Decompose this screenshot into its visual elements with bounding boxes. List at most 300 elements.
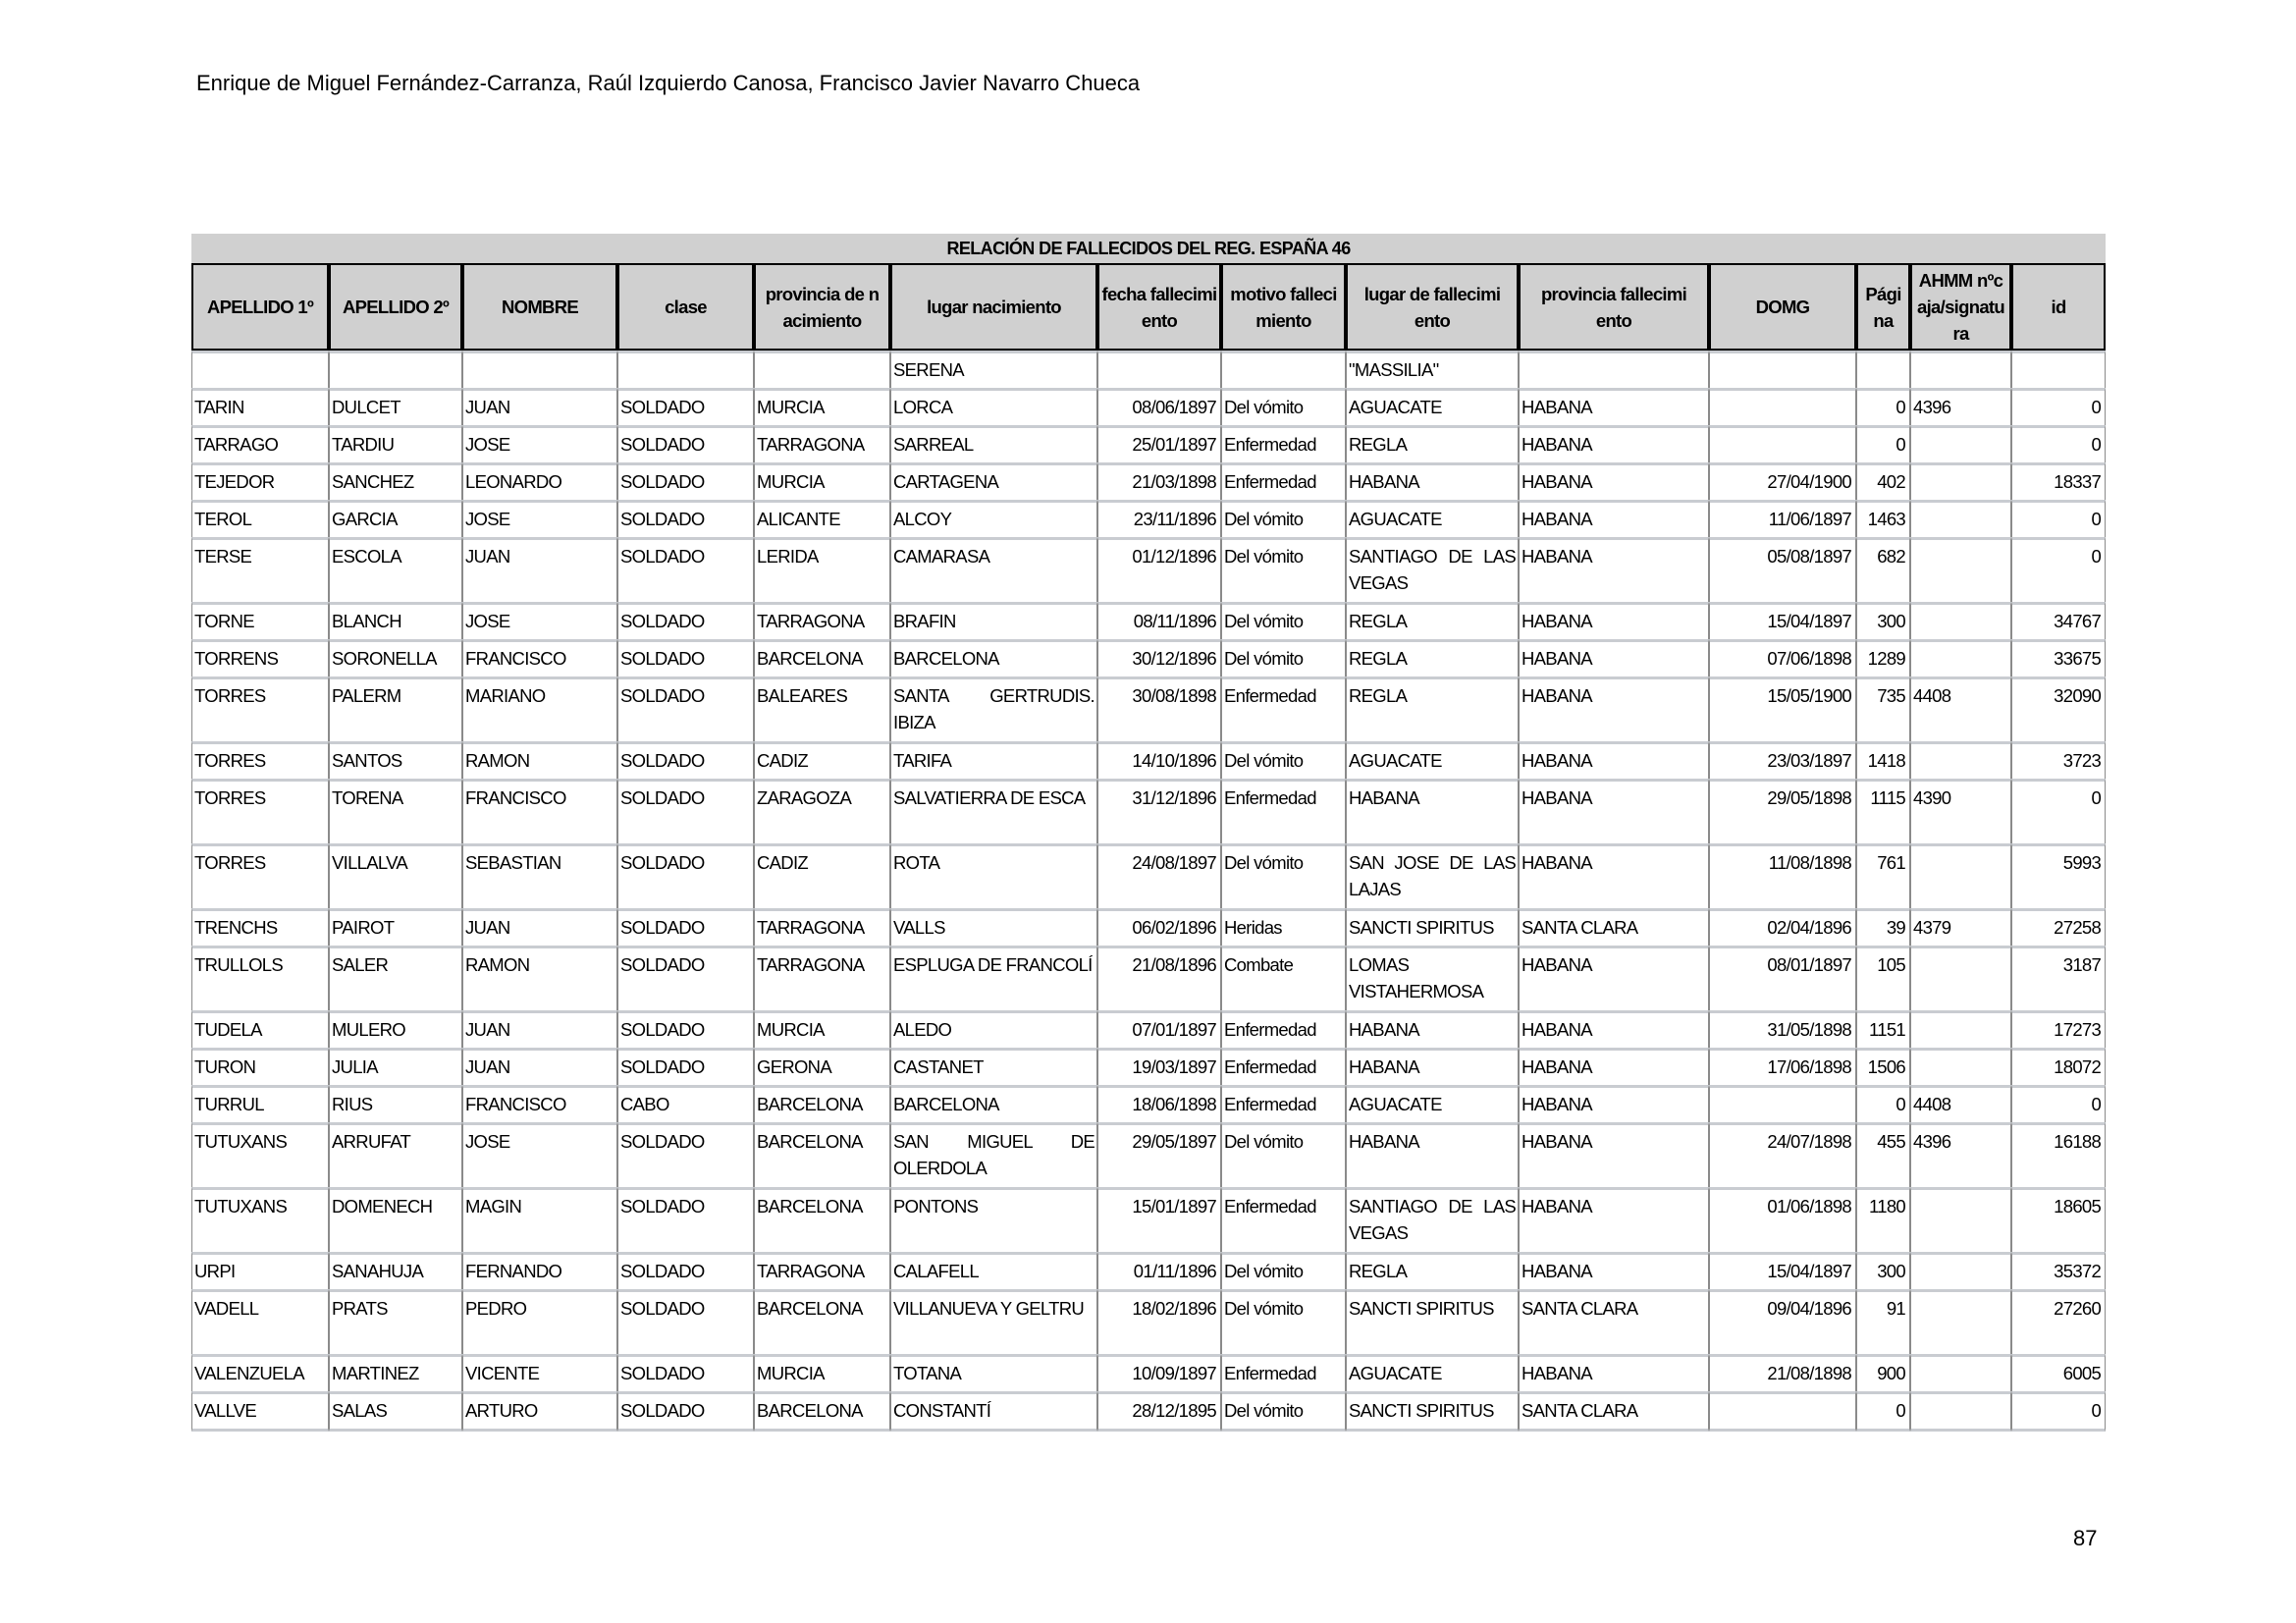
cell-id: 0 bbox=[2011, 425, 2106, 462]
cell-id: 0 bbox=[2011, 500, 2106, 537]
cell-domg bbox=[1709, 351, 1856, 388]
table-title: RELACIÓN DE FALLECIDOS DEL REG. ESPAÑA 46 bbox=[191, 234, 2106, 265]
cell-fecha-fallecimiento: 08/11/1896 bbox=[1097, 602, 1221, 639]
cell-motivo-fallecimiento: Enfermedad bbox=[1221, 1085, 1346, 1122]
cell-pagina: 1180 bbox=[1856, 1187, 1910, 1252]
cell-lugar-fallecimiento: AGUACATE bbox=[1346, 1085, 1519, 1122]
cell-provincia-nacimiento: TARRAGONA bbox=[754, 908, 890, 946]
cell-apellido-1: TUTUXANS bbox=[191, 1122, 329, 1187]
cell-provincia-fallecimiento: HABANA bbox=[1519, 843, 1709, 908]
cell-apellido-2: TORENA bbox=[329, 779, 462, 843]
cell-lugar-nacimiento: TARIFA bbox=[890, 741, 1097, 779]
cell-apellido-1: TURON bbox=[191, 1048, 329, 1085]
column-header-lugar-nacimiento bbox=[890, 265, 1097, 351]
column-header-label: Página bbox=[1865, 283, 1901, 331]
cell-lugar-fallecimiento: HABANA bbox=[1346, 779, 1519, 843]
cell-apellido-2: SORONELLA bbox=[329, 639, 462, 676]
cell-provincia-nacimiento: BARCELONA bbox=[754, 1289, 890, 1354]
cell-apellido-1: VALLVE bbox=[191, 1391, 329, 1432]
cell-domg: 09/04/1896 bbox=[1709, 1289, 1856, 1354]
cell-fecha-fallecimiento: 25/01/1897 bbox=[1097, 425, 1221, 462]
cell-nombre: JUAN bbox=[462, 537, 617, 602]
column-header-label: AHMM nºcaja/signatura bbox=[1917, 270, 2004, 344]
cell-apellido-2: SALAS bbox=[329, 1391, 462, 1432]
cell-ahmm-signatura bbox=[1910, 537, 2011, 602]
cell-fecha-fallecimiento: 01/12/1896 bbox=[1097, 537, 1221, 602]
table-row bbox=[191, 1048, 2106, 1085]
cell-lugar-nacimiento: ALEDO bbox=[890, 1010, 1097, 1048]
cell-fecha-fallecimiento: 30/08/1898 bbox=[1097, 676, 1221, 741]
cell-apellido-2: MULERO bbox=[329, 1010, 462, 1048]
cell-pagina: 0 bbox=[1856, 1085, 1910, 1122]
cell-provincia-nacimiento: TARRAGONA bbox=[754, 1252, 890, 1289]
cell-lugar-nacimiento: CONSTANTÍ bbox=[890, 1391, 1097, 1432]
cell-apellido-1: TORRENS bbox=[191, 639, 329, 676]
cell-provincia-fallecimiento: SANTA CLARA bbox=[1519, 1289, 1709, 1354]
cell-id: 0 bbox=[2011, 779, 2106, 843]
cell-clase: SOLDADO bbox=[617, 462, 754, 500]
cell-apellido-1: VADELL bbox=[191, 1289, 329, 1354]
cell-domg: 27/04/1900 bbox=[1709, 462, 1856, 500]
cell-provincia-nacimiento: CADIZ bbox=[754, 741, 890, 779]
table-row bbox=[191, 676, 2106, 741]
column-header-ahmm-signatura bbox=[1910, 265, 2011, 351]
cell-provincia-fallecimiento: HABANA bbox=[1519, 639, 1709, 676]
column-header-apellido-2 bbox=[329, 265, 462, 351]
cell-apellido-2 bbox=[329, 351, 462, 388]
cell-motivo-fallecimiento: Del vómito bbox=[1221, 1252, 1346, 1289]
cell-provincia-fallecimiento: HABANA bbox=[1519, 462, 1709, 500]
cell-lugar-fallecimiento: AGUACATE bbox=[1346, 1354, 1519, 1391]
cell-ahmm-signatura bbox=[1910, 462, 2011, 500]
cell-provincia-fallecimiento: HABANA bbox=[1519, 741, 1709, 779]
cell-provincia-fallecimiento: HABANA bbox=[1519, 676, 1709, 741]
cell-clase: SOLDADO bbox=[617, 843, 754, 908]
column-header-fecha-fallecimiento bbox=[1097, 265, 1221, 351]
cell-provincia-fallecimiento: HABANA bbox=[1519, 388, 1709, 425]
cell-id: 0 bbox=[2011, 388, 2106, 425]
cell-id: 34767 bbox=[2011, 602, 2106, 639]
cell-provincia-nacimiento: BARCELONA bbox=[754, 1391, 890, 1432]
cell-provincia-nacimiento bbox=[754, 351, 890, 388]
cell-provincia-fallecimiento: HABANA bbox=[1519, 537, 1709, 602]
cell-lugar-fallecimiento: REGLA bbox=[1346, 639, 1519, 676]
cell-pagina: 0 bbox=[1856, 388, 1910, 425]
cell-nombre: JOSE bbox=[462, 602, 617, 639]
cell-pagina: 300 bbox=[1856, 1252, 1910, 1289]
cell-clase: SOLDADO bbox=[617, 1391, 754, 1432]
cell-pagina: 0 bbox=[1856, 1391, 1910, 1432]
table-row bbox=[191, 1391, 2106, 1432]
cell-motivo-fallecimiento: Combate bbox=[1221, 946, 1346, 1010]
cell-ahmm-signatura bbox=[1910, 500, 2011, 537]
cell-apellido-2: VILLALVA bbox=[329, 843, 462, 908]
cell-clase: SOLDADO bbox=[617, 1122, 754, 1187]
cell-apellido-2: JULIA bbox=[329, 1048, 462, 1085]
cell-id: 3723 bbox=[2011, 741, 2106, 779]
cell-nombre: FRANCISCO bbox=[462, 639, 617, 676]
cell-lugar-nacimiento: ROTA bbox=[890, 843, 1097, 908]
cell-domg: 11/08/1898 bbox=[1709, 843, 1856, 908]
cell-provincia-nacimiento: TARRAGONA bbox=[754, 425, 890, 462]
cell-provincia-nacimiento: BARCELONA bbox=[754, 1085, 890, 1122]
cell-lugar-fallecimiento: AGUACATE bbox=[1346, 741, 1519, 779]
cell-fecha-fallecimiento: 29/05/1897 bbox=[1097, 1122, 1221, 1187]
cell-ahmm-signatura: 4390 bbox=[1910, 779, 2011, 843]
cell-domg: 11/06/1897 bbox=[1709, 500, 1856, 537]
cell-lugar-nacimiento: VILLANUEVA Y GELTRU bbox=[890, 1289, 1097, 1354]
table-row bbox=[191, 1122, 2106, 1187]
cell-clase: SOLDADO bbox=[617, 1187, 754, 1252]
cell-apellido-2: RIUS bbox=[329, 1085, 462, 1122]
cell-fecha-fallecimiento: 07/01/1897 bbox=[1097, 1010, 1221, 1048]
cell-provincia-fallecimiento: SANTA CLARA bbox=[1519, 908, 1709, 946]
cell-clase: SOLDADO bbox=[617, 500, 754, 537]
cell-lugar-fallecimiento: HABANA bbox=[1346, 1122, 1519, 1187]
cell-id: 32090 bbox=[2011, 676, 2106, 741]
table-row bbox=[191, 602, 2106, 639]
cell-pagina: 300 bbox=[1856, 602, 1910, 639]
cell-apellido-1: TORRES bbox=[191, 741, 329, 779]
cell-lugar-fallecimiento: SANCTI SPIRITUS bbox=[1346, 908, 1519, 946]
cell-lugar-nacimiento: SARREAL bbox=[890, 425, 1097, 462]
cell-lugar-fallecimiento: AGUACATE bbox=[1346, 500, 1519, 537]
cell-provincia-fallecimiento: HABANA bbox=[1519, 1010, 1709, 1048]
table-row bbox=[191, 351, 2106, 388]
cell-provincia-nacimiento: GERONA bbox=[754, 1048, 890, 1085]
column-header-pagina bbox=[1856, 265, 1910, 351]
cell-id: 6005 bbox=[2011, 1354, 2106, 1391]
cell-lugar-fallecimiento: HABANA bbox=[1346, 462, 1519, 500]
cell-lugar-nacimiento: TOTANA bbox=[890, 1354, 1097, 1391]
cell-id: 3187 bbox=[2011, 946, 2106, 1010]
cell-nombre: MAGIN bbox=[462, 1187, 617, 1252]
cell-provincia-nacimiento: ZARAGOZA bbox=[754, 779, 890, 843]
cell-clase: SOLDADO bbox=[617, 676, 754, 741]
deaths-table bbox=[191, 234, 2106, 1432]
cell-provincia-nacimiento: ALICANTE bbox=[754, 500, 890, 537]
cell-pagina: 682 bbox=[1856, 537, 1910, 602]
cell-motivo-fallecimiento bbox=[1221, 351, 1346, 388]
cell-ahmm-signatura bbox=[1910, 741, 2011, 779]
cell-fecha-fallecimiento: 19/03/1897 bbox=[1097, 1048, 1221, 1085]
cell-apellido-2: SANTOS bbox=[329, 741, 462, 779]
cell-fecha-fallecimiento: 08/06/1897 bbox=[1097, 388, 1221, 425]
cell-domg: 31/05/1898 bbox=[1709, 1010, 1856, 1048]
cell-motivo-fallecimiento: Heridas bbox=[1221, 908, 1346, 946]
cell-id bbox=[2011, 351, 2106, 388]
cell-id: 18337 bbox=[2011, 462, 2106, 500]
table-row bbox=[191, 639, 2106, 676]
cell-apellido-2: DOMENECH bbox=[329, 1187, 462, 1252]
cell-fecha-fallecimiento: 15/01/1897 bbox=[1097, 1187, 1221, 1252]
cell-apellido-2: PAIROT bbox=[329, 908, 462, 946]
cell-provincia-nacimiento: BALEARES bbox=[754, 676, 890, 741]
cell-motivo-fallecimiento: Del vómito bbox=[1221, 500, 1346, 537]
column-header-label: fecha fallecimiento bbox=[1101, 283, 1217, 331]
cell-domg: 24/07/1898 bbox=[1709, 1122, 1856, 1187]
cell-nombre: ARTURO bbox=[462, 1391, 617, 1432]
table-row bbox=[191, 388, 2106, 425]
cell-apellido-1: TORRES bbox=[191, 779, 329, 843]
cell-provincia-fallecimiento: HABANA bbox=[1519, 1252, 1709, 1289]
cell-fecha-fallecimiento: 31/12/1896 bbox=[1097, 779, 1221, 843]
cell-id: 17273 bbox=[2011, 1010, 2106, 1048]
cell-provincia-nacimiento: MURCIA bbox=[754, 388, 890, 425]
cell-apellido-2: ARRUFAT bbox=[329, 1122, 462, 1187]
column-header-label: lugar de fallecimiento bbox=[1363, 283, 1501, 331]
cell-apellido-1: TEROL bbox=[191, 500, 329, 537]
cell-provincia-nacimiento: LERIDA bbox=[754, 537, 890, 602]
cell-apellido-1 bbox=[191, 351, 329, 388]
cell-ahmm-signatura bbox=[1910, 1010, 2011, 1048]
cell-domg: 15/04/1897 bbox=[1709, 602, 1856, 639]
cell-clase: SOLDADO bbox=[617, 537, 754, 602]
cell-fecha-fallecimiento: 28/12/1895 bbox=[1097, 1391, 1221, 1432]
cell-domg: 02/04/1896 bbox=[1709, 908, 1856, 946]
cell-id: 0 bbox=[2011, 537, 2106, 602]
cell-ahmm-signatura: 4379 bbox=[1910, 908, 2011, 946]
cell-domg: 15/05/1900 bbox=[1709, 676, 1856, 741]
cell-provincia-fallecimiento: HABANA bbox=[1519, 500, 1709, 537]
cell-pagina: 900 bbox=[1856, 1354, 1910, 1391]
cell-provincia-fallecimiento: SANTA CLARA bbox=[1519, 1391, 1709, 1432]
cell-id: 18072 bbox=[2011, 1048, 2106, 1085]
cell-lugar-fallecimiento: SANTIAGO DE LAS VEGAS bbox=[1346, 1187, 1519, 1252]
table-row bbox=[191, 462, 2106, 500]
cell-clase: SOLDADO bbox=[617, 388, 754, 425]
cell-apellido-1: TEJEDOR bbox=[191, 462, 329, 500]
cell-ahmm-signatura bbox=[1910, 602, 2011, 639]
cell-apellido-2: MARTINEZ bbox=[329, 1354, 462, 1391]
column-header-label: lugar nacimiento bbox=[927, 297, 1061, 317]
cell-lugar-fallecimiento: HABANA bbox=[1346, 1010, 1519, 1048]
cell-pagina bbox=[1856, 351, 1910, 388]
cell-clase: SOLDADO bbox=[617, 908, 754, 946]
cell-clase bbox=[617, 351, 754, 388]
cell-apellido-1: URPI bbox=[191, 1252, 329, 1289]
cell-motivo-fallecimiento: Enfermedad bbox=[1221, 425, 1346, 462]
cell-apellido-2: BLANCH bbox=[329, 602, 462, 639]
cell-provincia-fallecimiento bbox=[1519, 351, 1709, 388]
cell-nombre: JUAN bbox=[462, 1048, 617, 1085]
cell-motivo-fallecimiento: Del vómito bbox=[1221, 843, 1346, 908]
table-row bbox=[191, 1252, 2106, 1289]
cell-lugar-fallecimiento: SANCTI SPIRITUS bbox=[1346, 1289, 1519, 1354]
cell-apellido-1: TUDELA bbox=[191, 1010, 329, 1048]
cell-ahmm-signatura bbox=[1910, 1289, 2011, 1354]
cell-nombre: RAMON bbox=[462, 946, 617, 1010]
cell-nombre: LEONARDO bbox=[462, 462, 617, 500]
cell-provincia-fallecimiento: HABANA bbox=[1519, 779, 1709, 843]
cell-motivo-fallecimiento: Enfermedad bbox=[1221, 1048, 1346, 1085]
cell-apellido-2: SANCHEZ bbox=[329, 462, 462, 500]
cell-domg: 07/06/1898 bbox=[1709, 639, 1856, 676]
column-header-label: provincia de nacimiento bbox=[765, 283, 880, 331]
column-header-motivo-fallecimiento bbox=[1221, 265, 1346, 351]
cell-pagina: 455 bbox=[1856, 1122, 1910, 1187]
cell-fecha-fallecimiento bbox=[1097, 351, 1221, 388]
cell-nombre: VICENTE bbox=[462, 1354, 617, 1391]
cell-ahmm-signatura bbox=[1910, 1187, 2011, 1252]
cell-clase: SOLDADO bbox=[617, 1289, 754, 1354]
cell-id: 0 bbox=[2011, 1391, 2106, 1432]
cell-pagina: 1463 bbox=[1856, 500, 1910, 537]
cell-fecha-fallecimiento: 24/08/1897 bbox=[1097, 843, 1221, 908]
cell-nombre: JUAN bbox=[462, 388, 617, 425]
column-header-clase bbox=[617, 265, 754, 351]
cell-nombre: JUAN bbox=[462, 1010, 617, 1048]
cell-provincia-fallecimiento: HABANA bbox=[1519, 1354, 1709, 1391]
cell-lugar-nacimiento: PONTONS bbox=[890, 1187, 1097, 1252]
cell-clase: SOLDADO bbox=[617, 779, 754, 843]
cell-lugar-fallecimiento: SANTIAGO DE LAS VEGAS bbox=[1346, 537, 1519, 602]
cell-apellido-1: TORNE bbox=[191, 602, 329, 639]
cell-id: 35372 bbox=[2011, 1252, 2106, 1289]
table-row bbox=[191, 946, 2106, 1010]
cell-lugar-nacimiento: CAMARASA bbox=[890, 537, 1097, 602]
cell-ahmm-signatura bbox=[1910, 843, 2011, 908]
cell-clase: SOLDADO bbox=[617, 1048, 754, 1085]
cell-id: 33675 bbox=[2011, 639, 2106, 676]
cell-apellido-2: DULCET bbox=[329, 388, 462, 425]
cell-ahmm-signatura: 4396 bbox=[1910, 1122, 2011, 1187]
table-row bbox=[191, 779, 2106, 843]
column-header-label: APELLIDO 1º bbox=[206, 297, 313, 317]
cell-motivo-fallecimiento: Enfermedad bbox=[1221, 1187, 1346, 1252]
column-header-id bbox=[2011, 265, 2106, 351]
cell-provincia-fallecimiento: HABANA bbox=[1519, 425, 1709, 462]
cell-lugar-nacimiento: BARCELONA bbox=[890, 1085, 1097, 1122]
cell-fecha-fallecimiento: 21/08/1896 bbox=[1097, 946, 1221, 1010]
cell-id: 16188 bbox=[2011, 1122, 2106, 1187]
cell-lugar-fallecimiento: REGLA bbox=[1346, 425, 1519, 462]
cell-id: 0 bbox=[2011, 1085, 2106, 1122]
cell-lugar-fallecimiento: REGLA bbox=[1346, 1252, 1519, 1289]
column-header-label: id bbox=[2051, 297, 2066, 317]
cell-apellido-1: TRENCHS bbox=[191, 908, 329, 946]
cell-domg bbox=[1709, 425, 1856, 462]
cell-lugar-nacimiento: SALVATIERRA DE ESCA bbox=[890, 779, 1097, 843]
column-header-label: NOMBRE bbox=[501, 297, 579, 317]
cell-nombre: JUAN bbox=[462, 908, 617, 946]
cell-provincia-fallecimiento: HABANA bbox=[1519, 1048, 1709, 1085]
cell-domg bbox=[1709, 1391, 1856, 1432]
column-header-label: provincia fallecimiento bbox=[1540, 283, 1687, 331]
cell-provincia-fallecimiento: HABANA bbox=[1519, 602, 1709, 639]
cell-lugar-fallecimiento: SANCTI SPIRITUS bbox=[1346, 1391, 1519, 1432]
cell-lugar-nacimiento: ESPLUGA DE FRANCOLÍ bbox=[890, 946, 1097, 1010]
cell-provincia-fallecimiento: HABANA bbox=[1519, 946, 1709, 1010]
cell-domg: 23/03/1897 bbox=[1709, 741, 1856, 779]
cell-motivo-fallecimiento: Enfermedad bbox=[1221, 462, 1346, 500]
cell-ahmm-signatura: 4396 bbox=[1910, 388, 2011, 425]
cell-clase: SOLDADO bbox=[617, 425, 754, 462]
cell-apellido-2: SANAHUJA bbox=[329, 1252, 462, 1289]
cell-apellido-1: TORRES bbox=[191, 843, 329, 908]
cell-pagina: 735 bbox=[1856, 676, 1910, 741]
cell-nombre: JOSE bbox=[462, 500, 617, 537]
cell-motivo-fallecimiento: Del vómito bbox=[1221, 1391, 1346, 1432]
cell-provincia-fallecimiento: HABANA bbox=[1519, 1085, 1709, 1122]
cell-motivo-fallecimiento: Del vómito bbox=[1221, 1289, 1346, 1354]
cell-pagina: 0 bbox=[1856, 425, 1910, 462]
cell-domg: 17/06/1898 bbox=[1709, 1048, 1856, 1085]
cell-motivo-fallecimiento: Del vómito bbox=[1221, 602, 1346, 639]
cell-ahmm-signatura: 4408 bbox=[1910, 676, 2011, 741]
cell-lugar-nacimiento: CALAFELL bbox=[890, 1252, 1097, 1289]
cell-pagina: 91 bbox=[1856, 1289, 1910, 1354]
table-row bbox=[191, 500, 2106, 537]
deaths-table-container bbox=[191, 234, 2106, 1432]
cell-domg: 21/08/1898 bbox=[1709, 1354, 1856, 1391]
cell-id: 27260 bbox=[2011, 1289, 2106, 1354]
cell-apellido-2: GARCIA bbox=[329, 500, 462, 537]
cell-clase: SOLDADO bbox=[617, 639, 754, 676]
cell-apellido-2: TARDIU bbox=[329, 425, 462, 462]
table-row bbox=[191, 843, 2106, 908]
cell-nombre: MARIANO bbox=[462, 676, 617, 741]
cell-fecha-fallecimiento: 10/09/1897 bbox=[1097, 1354, 1221, 1391]
cell-lugar-nacimiento: SERENA bbox=[890, 351, 1097, 388]
cell-domg: 29/05/1898 bbox=[1709, 779, 1856, 843]
table-row bbox=[191, 1289, 2106, 1354]
cell-pagina: 105 bbox=[1856, 946, 1910, 1010]
cell-nombre: FERNANDO bbox=[462, 1252, 617, 1289]
table-row bbox=[191, 741, 2106, 779]
cell-apellido-1: TRULLOLS bbox=[191, 946, 329, 1010]
column-header-apellido-1 bbox=[191, 265, 329, 351]
cell-lugar-fallecimiento: LOMAS VISTAHERMOSA bbox=[1346, 946, 1519, 1010]
cell-lugar-fallecimiento: AGUACATE bbox=[1346, 388, 1519, 425]
cell-clase: SOLDADO bbox=[617, 741, 754, 779]
cell-lugar-nacimiento: LORCA bbox=[890, 388, 1097, 425]
running-head: Enrique de Miguel Fernández-Carranza, Raúl Izquierdo Canosa, Francisco Javier Navarro Chueca bbox=[196, 71, 1141, 95]
cell-domg bbox=[1709, 388, 1856, 425]
header-row bbox=[191, 265, 2106, 351]
table-row bbox=[191, 1187, 2106, 1252]
cell-fecha-fallecimiento: 06/02/1896 bbox=[1097, 908, 1221, 946]
cell-fecha-fallecimiento: 18/06/1898 bbox=[1097, 1085, 1221, 1122]
cell-nombre bbox=[462, 351, 617, 388]
column-header-provincia-fallecimiento bbox=[1519, 265, 1709, 351]
cell-nombre: FRANCISCO bbox=[462, 1085, 617, 1122]
cell-fecha-fallecimiento: 23/11/1896 bbox=[1097, 500, 1221, 537]
cell-lugar-nacimiento: VALLS bbox=[890, 908, 1097, 946]
column-header-lugar-fallecimiento bbox=[1346, 265, 1519, 351]
cell-nombre: SEBASTIAN bbox=[462, 843, 617, 908]
cell-fecha-fallecimiento: 18/02/1896 bbox=[1097, 1289, 1221, 1354]
table-row bbox=[191, 908, 2106, 946]
cell-nombre: PEDRO bbox=[462, 1289, 617, 1354]
cell-lugar-nacimiento: CARTAGENA bbox=[890, 462, 1097, 500]
cell-provincia-nacimiento: TARRAGONA bbox=[754, 946, 890, 1010]
column-header-label: DOMG bbox=[1755, 297, 1810, 317]
table-body bbox=[191, 351, 2106, 1432]
cell-lugar-nacimiento: BARCELONA bbox=[890, 639, 1097, 676]
cell-apellido-1: TUTUXANS bbox=[191, 1187, 329, 1252]
cell-provincia-nacimiento: CADIZ bbox=[754, 843, 890, 908]
table-row bbox=[191, 1354, 2106, 1391]
cell-lugar-nacimiento: ALCOY bbox=[890, 500, 1097, 537]
cell-provincia-fallecimiento: HABANA bbox=[1519, 1187, 1709, 1252]
page-number: 87 bbox=[2073, 1526, 2098, 1550]
column-header-label: clase bbox=[665, 297, 707, 317]
cell-lugar-fallecimiento: SAN JOSE DE LAS LAJAS bbox=[1346, 843, 1519, 908]
cell-provincia-nacimiento: MURCIA bbox=[754, 1010, 890, 1048]
cell-clase: CABO bbox=[617, 1085, 754, 1122]
cell-lugar-fallecimiento: REGLA bbox=[1346, 602, 1519, 639]
